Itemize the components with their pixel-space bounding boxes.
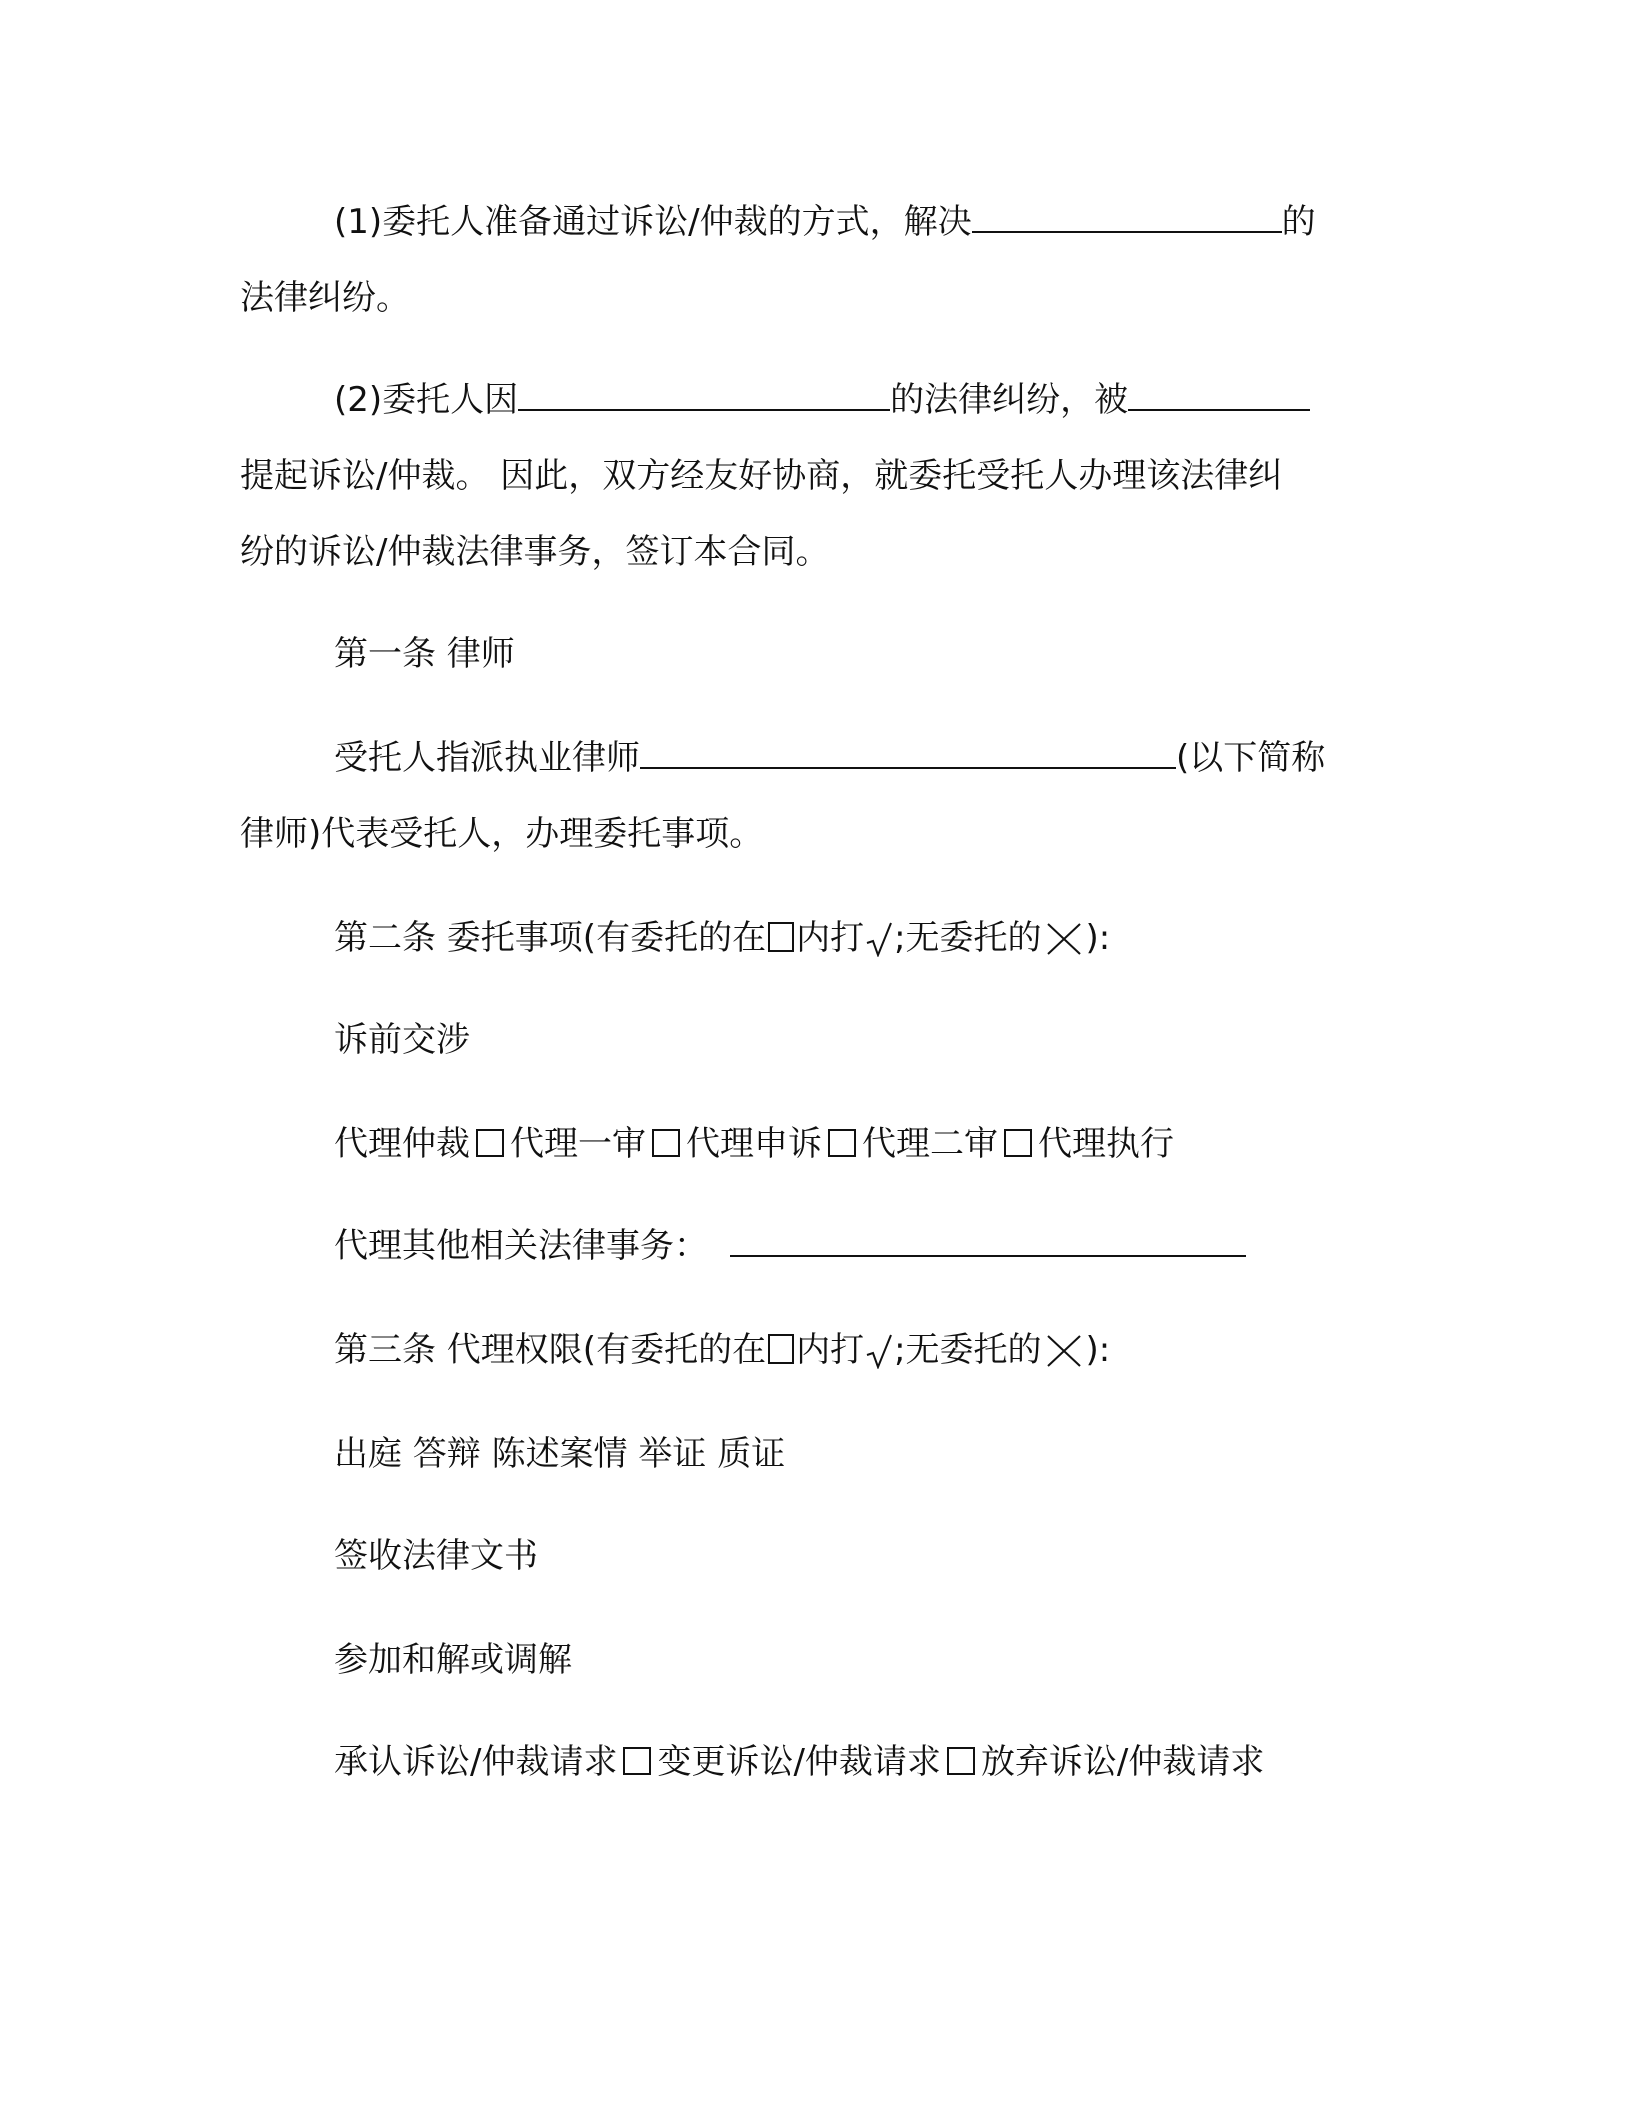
article-1-continuation: 律师)代表受托人，办理委托事项。 bbox=[240, 814, 764, 854]
article-3-title bbox=[334, 1326, 1110, 1374]
agency-options-line bbox=[334, 1120, 1174, 1168]
paragraph-1-text: (1)委托人准备通过诉讼/仲裁的方式，解决 bbox=[334, 202, 972, 242]
cross-mark-icon bbox=[1044, 1333, 1084, 1369]
checkmark-icon bbox=[865, 921, 893, 957]
option-checkbox[interactable] bbox=[623, 1747, 651, 1775]
option-checkbox[interactable] bbox=[476, 1129, 504, 1157]
option-second-instance-label: 代理二审 bbox=[862, 1124, 998, 1164]
paragraph-2-line-3 bbox=[240, 528, 829, 576]
article-2-heading-part-2: ;无委托的 bbox=[894, 918, 1042, 958]
other-affairs-blank[interactable] bbox=[730, 1225, 1246, 1257]
article-2-heading-part: 内打 bbox=[796, 918, 865, 958]
cross-mark-icon bbox=[1044, 921, 1084, 957]
empty-box-symbol bbox=[768, 922, 794, 952]
authority-line-4 bbox=[334, 1738, 1264, 1786]
party-blank[interactable] bbox=[1128, 379, 1310, 411]
paragraph-2-ending: 纷的诉讼/仲裁法律事务，签订本合同。 bbox=[240, 532, 830, 572]
presuit-negotiation-label: 诉前交涉 bbox=[334, 1020, 470, 1060]
presuit-negotiation-line bbox=[334, 1016, 470, 1064]
empty-box-symbol bbox=[768, 1334, 794, 1364]
article-3-heading-end: ): bbox=[1085, 1330, 1111, 1370]
paragraph-1-line-1 bbox=[334, 198, 1316, 246]
other-affairs-line bbox=[334, 1222, 1246, 1270]
option-arbitration-label: 代理仲裁 bbox=[334, 1124, 470, 1164]
paragraph-2-mid: 的法律纠纷，被 bbox=[890, 380, 1129, 420]
authority-line-2 bbox=[334, 1532, 538, 1580]
authority-line-1 bbox=[334, 1430, 785, 1478]
option-appeal-label: 代理申诉 bbox=[686, 1124, 822, 1164]
article-2-title bbox=[334, 914, 1110, 962]
article-3-heading-part-2: ;无委托的 bbox=[894, 1330, 1042, 1370]
paragraph-2-line-2 bbox=[240, 452, 1282, 500]
other-affairs-label: 代理其他相关法律事务： bbox=[334, 1226, 708, 1266]
article-1-title bbox=[334, 630, 515, 678]
option-execution-label: 代理执行 bbox=[1038, 1124, 1174, 1164]
paragraph-1-continuation: 法律纠纷。 bbox=[240, 278, 410, 318]
admit-claim-label: 承认诉讼/仲裁请求 bbox=[334, 1742, 618, 1782]
paragraph-2-continuation: 提起诉讼/仲裁。 因此，双方经友好协商，就委托受托人办理该法律纠 bbox=[240, 456, 1283, 496]
change-claim-label: 变更诉讼/仲裁请求 bbox=[657, 1742, 941, 1782]
article-3-heading: 第三条 代理权限(有委托的在 bbox=[334, 1330, 767, 1370]
court-appearance-options: 出庭 答辩 陈述案情 举证 质证 bbox=[334, 1434, 786, 1474]
sign-documents-option: 签收法律文书 bbox=[334, 1536, 538, 1576]
lawyer-name-blank[interactable] bbox=[640, 737, 1176, 769]
checkmark-icon bbox=[865, 1333, 893, 1369]
article-3-heading-part: 内打 bbox=[796, 1330, 865, 1370]
article-2-heading-end: ): bbox=[1085, 918, 1111, 958]
paragraph-2-line-1 bbox=[334, 376, 1310, 424]
option-checkbox[interactable] bbox=[947, 1747, 975, 1775]
dispute-blank[interactable] bbox=[972, 201, 1282, 233]
settlement-option: 参加和解或调解 bbox=[334, 1640, 572, 1680]
authority-line-3 bbox=[334, 1636, 572, 1684]
article-1-heading: 第一条 律师 bbox=[334, 634, 515, 674]
article-1-line-1 bbox=[334, 734, 1325, 782]
paragraph-1-line-2 bbox=[240, 274, 410, 322]
option-checkbox[interactable] bbox=[828, 1129, 856, 1157]
cause-blank[interactable] bbox=[518, 379, 890, 411]
option-checkbox[interactable] bbox=[1004, 1129, 1032, 1157]
option-first-instance-label: 代理一审 bbox=[510, 1124, 646, 1164]
abandon-claim-label: 放弃诉讼/仲裁请求 bbox=[980, 1742, 1265, 1782]
article-1-text: 受托人指派执业律师 bbox=[334, 738, 640, 778]
article-2-heading: 第二条 委托事项(有委托的在 bbox=[334, 918, 767, 958]
option-checkbox[interactable] bbox=[652, 1129, 680, 1157]
paragraph-1-suffix: 的 bbox=[1281, 202, 1316, 242]
article-1-abbrev: (以下简称 bbox=[1176, 738, 1326, 778]
paragraph-2-text: (2)委托人因 bbox=[334, 380, 519, 420]
article-1-line-2 bbox=[240, 810, 763, 858]
